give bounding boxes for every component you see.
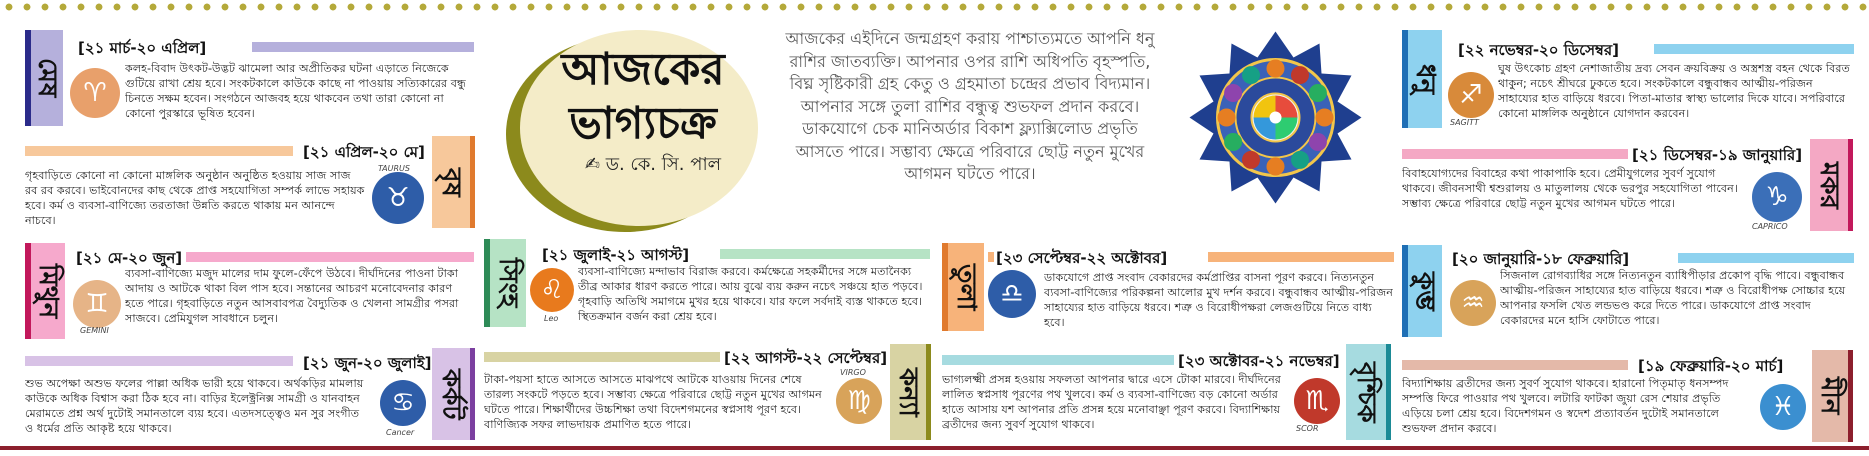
sign-name-mesh: মেষ [31,30,63,126]
virgo-label: VIRGO [840,368,866,377]
sign-name-meen: মীন [1812,350,1848,442]
capricorn-icon: ♑ [1752,172,1802,222]
sign-text-mesh: কলহ-বিবাদ উৎকট-উদ্ভট ঝামেলা আর অপ্রীতিকর ঘটনা এড়াতে নিজেকে গুটিয়ে রাখা শ্রেয় হবে। সংকটকালে কাউকে কাছে না পাওয়ায় সত্যিকারের বন্ধু চিনতে সক্ষম হবেন। সংগঠনে আজবহ হয়ে থাকবেন তথা তারা কোনো না কোনো পুরস্কারে ভূষিত হবেন। [125,62,466,120]
aquarius-icon: ♒ [1450,280,1496,326]
sign-text-tula: ডাকযোগে প্রাপ্ত সংবাদ বেকারদের কর্মপ্রাপ্তির বাসনা পূরণ করবে। নিত্যনতুন ব্যবসা-বাণিজ্যের পরিকল্পনা আলোর মুখ দর্শন করবে। বন্ধুবান্ধব আত্মীয়-পরিজন সাহায্যের হাত বাড়িয়ে ধরবে। শত্রু ও বিরোধীপক্ষরা লেজগুটিয়ে নিতে বাধ্য হবে। [1044,271,1393,329]
sign-name-makar: মকর [1810,139,1848,231]
sign-date-singha: [২১ জুলাই-২১ আগস্ট] [542,246,690,264]
header-stripe [484,352,720,362]
sign-name-singha: সিংহ [490,239,526,327]
sign-accent-bar [470,348,475,440]
header-stripe [942,355,1174,365]
sign-date-meen: [১৯ ফেব্রুয়ারি-২০ মার্চ] [1638,357,1784,375]
sign-accent-bar [1386,344,1391,440]
header-stripe [1208,252,1394,262]
sign-date-makar: [২১ ডিসেম্বর-১৯ জানুয়ারি] [1632,146,1803,164]
sign-text-karkat: শুভ অপেক্ষা অশুভ ফলের পাল্লা অধিক ভারী হয়ে থাকবে। অর্থকড়ির মামলায় কাউকে অধিক বিশ্বাস করা ঠিক হবে না। বাড়ির ইলেক্ট্রনিক্স সামগ্রী ও যানবাহন মেরামতে প্রশ্ন অর্থ দুটোই সমানতালে ব্যয় হবে। এতদসত্ত্বেও মন সুর সংগীত ও ধর্মের প্রতি আকৃষ্ট হয়ে থাকবে। [25,377,364,435]
sign-text-kumbha: সিজনাল রোগব্যাধির সঙ্গে নিত্যনতুন ব্যাধিপীড়ার প্রকোপ বৃদ্ধি পাবে। বন্ধুবান্ধব আত্মীয়-পরিজন সাহায্যের হাত বাড়িয়ে ধরবে। শত্রু ও বিরোধীপক্ষ সোচ্চার হয়ে আপনার ফসলি খেত লন্ডভণ্ড করে দিতে পারে। ডাকযোগে প্রাপ্ত সংবাদ বেকারদের মনে হাসি ফোটাতে পারে। [1500,269,1846,327]
sign-accent-bar [926,344,931,440]
header-stripe [1678,253,1854,263]
sign-text-brish: গৃহবাড়িতে কোনো না কোনো মাঙ্গলিক অনুষ্ঠান অনুষ্ঠিত হওয়ায় সাজ সাজ রব রব করবে। ভাইবোনদের কাছ থেকে প্রাপ্ত সহযোগিতা সম্পর্ক লাভে সহায়ক হবে। কর্ম ও ব্যবসা-বাণিজ্যে তরতাজা উন্নতি করতে থাকায় মন আনন্দে নাচবে। [25,169,365,227]
zodiac-wheel-icon [1188,30,1363,205]
sign-date-dhanu: [২২ নভেম্বর-২০ ডিসেম্বর] [1458,41,1619,59]
sign-text-dhanu: ঘুষ উৎকোচ গ্রহণ নেশাজাতীয় দ্রব্য সেবন ক্রয়বিক্রয় ও অস্ত্রশস্ত্র বহন থেকে বিরত থাকুন; নচেৎ শ্রীঘরে ঢুকতে হবে। সংকটকালে বন্ধুবান্ধব আত্মীয়-পরিজন সাহায্যের হাত বাড়িয়ে ধরবে। পিতা-মাতার স্বাস্থ্য ভালোর দিকে যাবে। সপরিবারে কোনো মাঙ্গলিক অনুষ্ঠানে যোগদান করবেন। [1498,62,1850,120]
leo-icon: ♌ [530,268,574,312]
sign-text-singha: ব্যবসা-বাণিজ্যে মন্দাভাব বিরাজ করবে। কর্মক্ষেত্রে সহকর্মীদের সঙ্গে মতানৈক্য তীব্র আকার ধারণ করতে পারে। আয় বুঝে ব্যয় করুন নচেৎ সঞ্চয়ে হাত পড়বে। গৃহবাড়ি অতিথি সমাগমে মুখর হয়ে থাকবে। যার ফলে সর্বদাই ব্যস্ত থাকতে হবে। স্থিতক্রমান বর্জন করা শ্রেয় হবে। [578,265,923,323]
sign-name-mithun: মিথুন [31,243,65,339]
taurus-label: TAURUS [378,164,410,173]
title-line-1: আজকের [561,44,725,95]
sign-name-kumbha: কুম্ভ [1408,245,1442,337]
gemini-label: GEMINI [80,326,109,335]
sagittarius-icon: ♐ [1448,72,1494,118]
libra-icon: ♎ [988,270,1036,318]
sign-date-brish: [২১ এপ্রিল-২০ মে] [303,143,425,161]
bottom-rule [0,446,1869,450]
sign-date-mithun: [২১ মে-২০ জুন] [76,249,183,267]
header-stripe [720,249,930,259]
header-stripe [1402,149,1628,159]
pen-icon: ✍ [584,154,606,175]
cancer-icon: ♋ [380,380,426,426]
sagittarius-label: SAGITT [1450,118,1479,127]
header-stripe [988,252,994,262]
intro-paragraph: আজকের এইদিনে জন্মগ্রহণ করায় পাশ্চাত্যমতে আপনি ধনু রাশির জাতব্যক্তি। আপনার ওপর রাশি অধিপতি বৃহস্পতি, বিঘ্ন সৃষ্টিকারী গ্রহ কেতু ও গ্রহমাতা চন্দ্রের প্রভাব বিদ্যমান। আপনার সঙ্গে তুলা রাশির বন্ধুত্ব শুভফল প্রদান করবে। ডাকযোগে চেক মানিঅর্ডার বিকাশ ফ্ল্যাক্সিলোড প্রভৃতি আসতে পারে। সম্ভাব্য ক্ষেত্রে পরিবারে ছোট্ট নতুন মুখের আগমন ঘটতে পারে। [785,29,1155,183]
leo-label: Leo [544,314,559,323]
author-byline [558,150,748,181]
sign-text-brishchik: ভাগ্যলক্ষ্মী প্রসন্ন হওয়ায় সফলতা আপনার দ্বারে এসে টোকা মারবে। দীর্ঘদিনের লালিত স্বপ্নসাধ পূরণের পথ খুলবে। কর্ম ও ব্যবসা-বাণিজ্যে বড় কোনো অর্ডার হাতে আসায় যশ আপনার প্রতি প্রসন্ন হয়ে মনোবাঞ্ছা পূরণ করবে। বিদ্যাশিক্ষায় ব্রতীদের জন্য সুবর্ণ সুযোগ থাকবে। [942,373,1281,431]
virgo-icon: ♍ [836,378,882,424]
sign-name-brishchik: বৃশ্চিক [1346,344,1386,440]
scorpio-label: SCOR [1296,424,1319,433]
pisces-icon: ♓ [1760,384,1806,430]
header-stripe [25,356,293,366]
cancer-label: Cancer [386,428,415,437]
header-stripe [252,42,474,52]
header-stripe [186,252,474,262]
sign-date-mesh: [২১ মার্চ-২০ এপ্রিল] [78,39,207,57]
sign-date-karkat: [২১ জুন-২০ জুলাই] [303,354,432,372]
sign-name-dhanu: ধনু [1408,30,1442,128]
sign-text-mithun: ব্যবসা-বাণিজ্যে মজুদ মালের দাম ফুলে-ফেঁপে উঠবে। দীর্ঘদিনের পাওনা টাকা আদায় ও আটকে থাকা বিল পাস হবে। সন্তানের আচরণ মনোবেদনার কারণ হতে পারে। গৃহবাড়িতে নতুন আসবাবপত্র বৈদ্যুতিক ও খেলনা সামগ্রীর পসরা সাজবে। প্রেমিযুগল সাবধানে চলুন। [125,267,459,325]
sign-name-kanya: কন্যা [890,344,926,440]
sign-date-tula: [২৩ সেপ্টেম্বর-২২ অক্টোবর] [996,249,1168,267]
sign-accent-bar [1848,350,1853,442]
header-stripe [1402,360,1628,370]
capricorn-label: CAPRICO [1752,222,1788,231]
sign-text-kanya: টাকা-পয়সা হাতে আসতে আসতে মাঝপথে আটকে যাওয়ায় দিনের শেষে তারল্য সংকটে পড়তে হবে। সম্ভাব্য ক্ষেত্রে পরিবারে ছোট্ট নতুন মুখের আগমন ঘটতে পারে। শিক্ষার্থীদের উচ্চশিক্ষা তথা বিদেশগমনের স্বপ্নসাধ পূরণ হবে। বাণিজ্যিক সফর লাভদায়ক প্রমাণিত হতে পারে। [484,373,822,431]
sign-name-karkat: কর্কট [432,348,470,440]
aries-icon: ♈ [70,68,120,118]
title-line-2: ভাগ্যচক্র [569,98,717,149]
header-stripe [1654,44,1854,54]
sign-date-kumbha: [২০ জানুয়ারি-১৮ ফেব্রুয়ারি] [1452,250,1630,268]
sign-text-meen: বিদ্যাশিক্ষায় ব্রতীদের জন্য সুবর্ণ সুযোগ থাকবে। হারানো পিতৃমাতৃ ধনসম্পদ সম্পত্তি ফিরে পাওয়ার পথ খুলবে। লটারি ফাটকা জুয়া রেস শেয়ার প্রভৃতি এড়িয়ে চলা শ্রেয় হবে। বিদেশগমন ও স্বদেশ প্রত্যাবর্তন দুটোই সমানতালে শুভফল প্রদান করবে। [1402,377,1729,435]
sign-accent-bar [1848,139,1853,231]
taurus-icon: ♉ [372,172,424,224]
sign-name-tula: তুলা [948,243,984,331]
header-stripe [25,146,293,156]
scorpio-icon: ♏ [1294,378,1340,424]
sign-text-makar: বিবাহযোগ্যদের বিবাহের কথা পাকাপাকি হবে। প্রেমীযুগলের সুবর্ণ সুযোগ থাকবে। জীবনসাথী শ্বশুরালয় ও মাতুলালয় থেকে ভরপুর সহযোগিতা পাবেন। সম্ভাব্য ক্ষেত্রে পরিবারে ছোট্ট নতুন মুখের আগমন ঘটতে পারে। [1402,167,1738,210]
gemini-icon: ♊ [73,280,121,328]
sign-date-kanya: [২২ আগস্ট-২২ সেপ্টেম্বর] [724,349,888,367]
author-name: ড. কে. সি. পাল [605,154,722,175]
sign-name-brish: বৃষ [432,136,470,228]
sign-accent-bar [470,136,475,228]
dotted-border-top [0,0,1869,14]
sign-date-brishchik: [২৩ অক্টোবর-২১ নভেম্বর] [1178,352,1340,370]
